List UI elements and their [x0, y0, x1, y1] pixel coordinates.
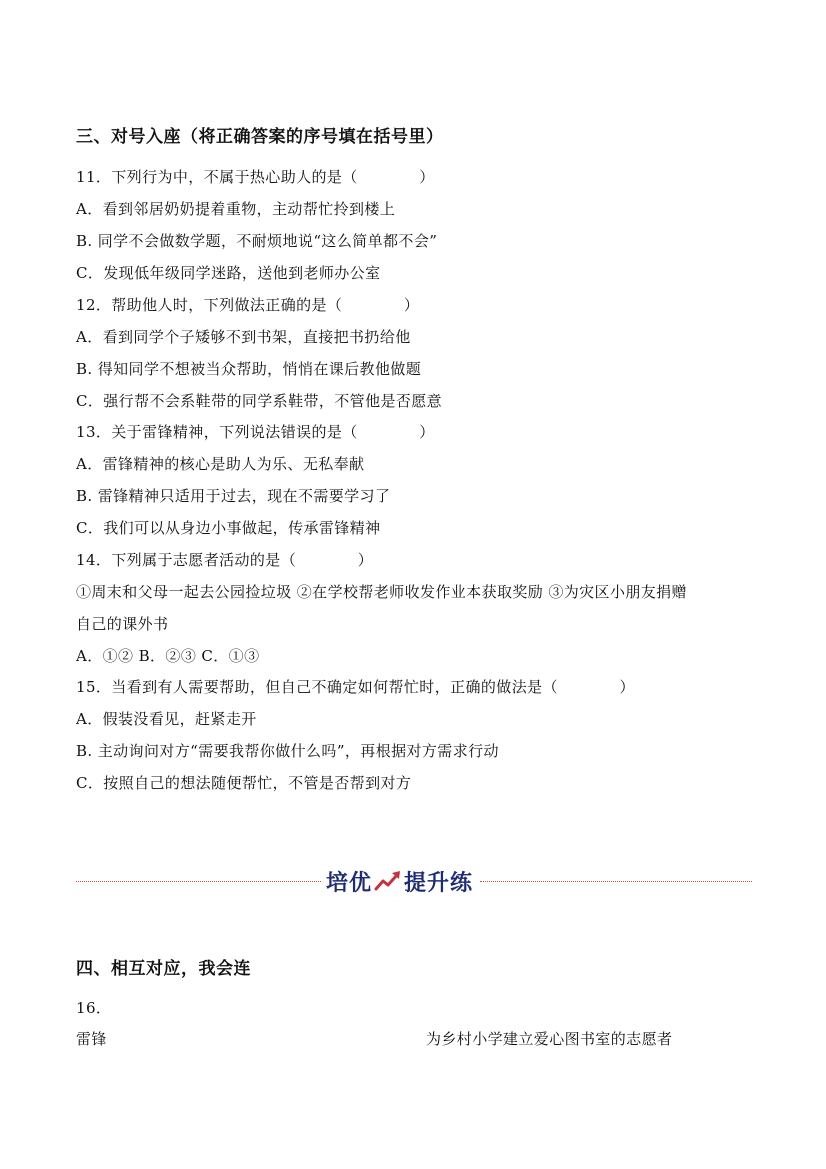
section3-heading: 三、对号入座（将正确答案的序号填在括号里） — [76, 127, 444, 147]
question-line: C．强行帮不会系鞋带的同学系鞋带，不管他是否愿意 — [76, 392, 443, 410]
section-banner — [326, 864, 473, 898]
question-line: C．我们可以从身边小事做起，传承雷锋精神 — [76, 519, 381, 537]
question-line: 自己的课外书 — [76, 615, 169, 633]
question-line: 13．关于雷锋精神，下列说法错误的是（ ） — [76, 423, 435, 441]
section-divider — [76, 862, 752, 902]
question-line: 15．当看到有人需要帮助，但自己不确定如何帮忙时，正确的做法是（ ） — [76, 678, 635, 696]
match-left-item: 雷锋 — [76, 1030, 107, 1048]
question-line: C．发现低年级同学迷路，送他到老师办公室 — [76, 264, 381, 282]
section4-heading: 四、相互对应，我会连 — [76, 959, 251, 979]
question-line: 12．帮助他人时，下列做法正确的是（ ） — [76, 296, 420, 314]
dotted-rule-left — [76, 881, 321, 882]
question-line: B. 同学不会做数学题，不耐烦地说“这么简单都不会” — [76, 232, 438, 250]
question-line: ①周末和父母一起去公园捡垃圾 ②在学校帮老师收发作业本获取奖励 ③为灾区小朋友捐赠 — [76, 583, 687, 601]
trend-up-arrow-icon — [374, 869, 402, 893]
question-line: C．按照自己的想法随便帮忙，不管是否帮到对方 — [76, 774, 412, 792]
question-line: A．雷锋精神的核心是助人为乐、无私奉献 — [76, 455, 365, 473]
banner-text-right: 提升练 — [404, 870, 474, 896]
question-line: B. 得知同学不想被当众帮助，悄悄在课后教他做题 — [76, 360, 422, 378]
question-line: 11．下列行为中，不属于热心助人的是（ ） — [76, 168, 435, 186]
question-line: A．假装没看见，赶紧走开 — [76, 710, 257, 728]
question-line: A．看到邻居奶奶提着重物，主动帮忙拎到楼上 — [76, 200, 396, 218]
question-line: A．①② B．②③ C．①③ — [76, 647, 260, 665]
question-number: 16． — [76, 999, 112, 1017]
question-line: B. 主动询问对方“需要我帮你做什么吗”，再根据对方需求行动 — [76, 742, 499, 760]
question-line: A．看到同学个子矮够不到书架，直接把书扔给他 — [76, 328, 411, 346]
dotted-rule-right — [480, 881, 752, 882]
match-right-item: 为乡村小学建立爱心图书室的志愿者 — [426, 1030, 673, 1048]
banner-text-left: 培优 — [326, 870, 373, 896]
question-line: B. 雷锋精神只适用于过去，现在不需要学习了 — [76, 487, 391, 505]
question-line: 14．下列属于志愿者活动的是（ ） — [76, 551, 374, 569]
